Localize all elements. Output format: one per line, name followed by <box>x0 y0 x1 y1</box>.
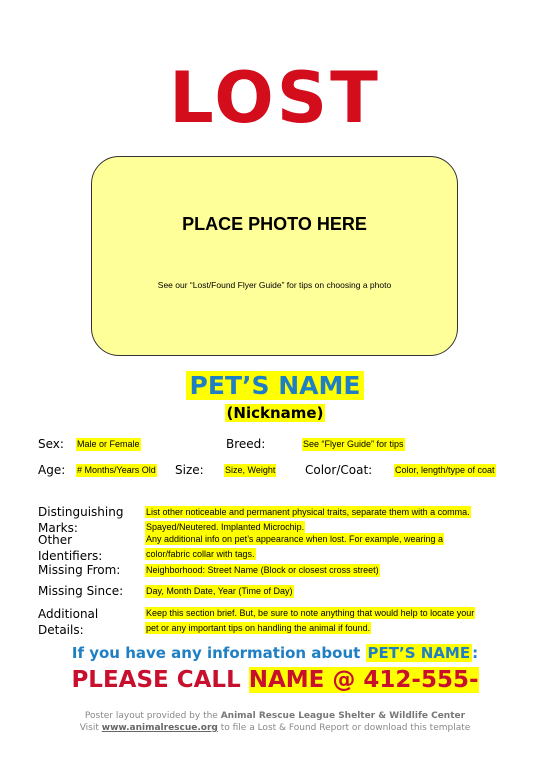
details-value-line-2: pet or any important tips on handling the animal if found. <box>146 623 371 633</box>
pet-nickname: (Nickname) <box>226 404 324 422</box>
website-link[interactable]: www.animalrescue.org <box>101 723 218 733</box>
details-label-line-1: Additional <box>38 607 99 621</box>
identifiers-label-line-1: Other <box>38 533 73 547</box>
identifiers-label <box>38 532 102 564</box>
details-value[interactable] <box>145 606 475 636</box>
breed-value[interactable]: See “Flyer Guide” for tips <box>303 439 404 449</box>
photo-placeholder[interactable] <box>91 156 458 356</box>
marks-value[interactable] <box>145 505 471 535</box>
marks-label-line-2: Marks: <box>38 521 78 535</box>
pet-name: PET’S NAME <box>186 371 365 400</box>
info-request-pet-name: PET’S NAME <box>367 644 471 662</box>
size-value[interactable]: Size, Weight <box>225 465 276 475</box>
color-label: Color/Coat: <box>305 463 373 477</box>
missing-since-label: Missing Since: <box>38 584 124 598</box>
call-prefix: PLEASE CALL <box>71 667 249 693</box>
details-label <box>38 606 98 638</box>
age-value[interactable]: # Months/Years Old <box>77 465 156 475</box>
sex-label: Sex: <box>38 437 64 451</box>
call-at: @ <box>324 667 364 693</box>
info-request-prefix: If you have any information about <box>71 644 366 662</box>
marks-label-line-1: Distinguishing <box>38 505 124 519</box>
missing-from-value[interactable]: Neighborhood: Street Name (Block or closest cross street) <box>146 565 379 575</box>
color-value[interactable]: Color, length/type of coat <box>395 465 495 475</box>
missing-since-value[interactable]: Day, Month Date, Year (Time of Day) <box>146 586 293 596</box>
marks-value-line-1: List other noticeable and permanent physical traits, separate them with a comma. <box>146 507 470 517</box>
missing-from-label: Missing From: <box>38 563 121 577</box>
info-request-suffix: : <box>472 644 479 662</box>
marks-value-line-2: Spayed/Neutered. Implanted Microchip. <box>146 522 305 532</box>
call-line <box>0 666 550 694</box>
credit-line-2 <box>0 722 550 734</box>
identifiers-value-line-1: Any additional info on pet’s appearance when lost. For example, wearing a <box>146 534 444 544</box>
credit-visit-prefix: Visit <box>79 723 102 733</box>
credit-visit-suffix: to file a Lost & Found Report or download this template <box>217 723 471 733</box>
size-label: Size: <box>175 463 204 477</box>
breed-label: Breed: <box>226 437 266 451</box>
identifiers-value-line-2: color/fabric collar with tags. <box>146 549 255 559</box>
identifiers-value[interactable] <box>145 532 444 562</box>
sex-value[interactable]: Male or Female <box>77 439 140 449</box>
credit-line-1 <box>0 710 550 722</box>
call-name: NAME <box>248 667 325 693</box>
pet-name-heading <box>0 371 550 401</box>
identifiers-label-line-2: Identifiers: <box>38 549 103 563</box>
lost-title: LOST <box>169 57 381 139</box>
details-label-line-2: Details: <box>38 623 84 637</box>
age-label: Age: <box>38 463 66 477</box>
nickname-line <box>0 404 550 422</box>
photo-placeholder-title: PLACE PHOTO HERE <box>182 214 367 234</box>
details-value-line-1: Keep this section brief. But, be sure to note anything that would help to locate your <box>146 608 475 618</box>
credit-organization: Animal Rescue League Shelter & Wildlife Center <box>220 711 466 721</box>
call-phone: 412-555- <box>363 667 479 693</box>
info-request-line <box>0 644 550 662</box>
photo-placeholder-tip: See our “Lost/Found Flyer Guide” for tips on choosing a photo <box>157 280 392 290</box>
credit-prefix: Poster layout provided by the <box>84 711 221 721</box>
